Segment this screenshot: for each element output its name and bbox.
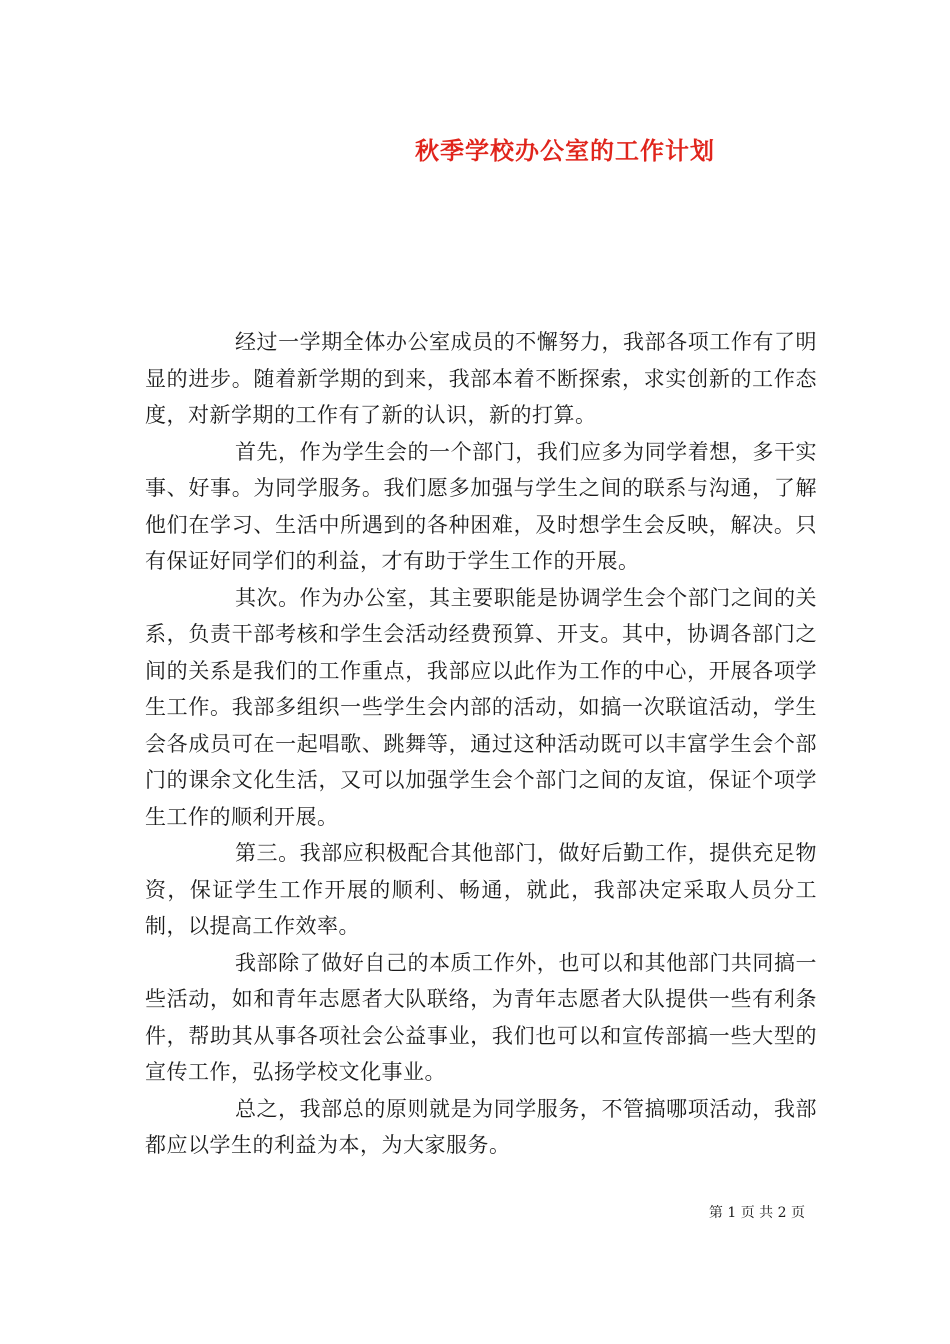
paragraph-intro: 经过一学期全体办公室成员的不懈努力，我部各项工作有了明显的进步。随着新学期的到来，我部本着不断探索，求实创新的工作态度，对新学期的工作有了新的认识，新的打算。 (145, 330, 817, 427)
paragraph-third-point: 第三。我部应积极配合其他部门，做好后勤工作，提供充足物资，保证学生工作开展的顺利、畅通，就此，我部决定采取人员分工制，以提高工作效率。 (145, 841, 817, 938)
paragraph-summary: 总之，我部总的原则就是为同学服务，不管搞哪项活动，我部都应以学生的利益为本，为大家服务。 (145, 1096, 817, 1157)
document-title: 秋季学校办公室的工作计划 (415, 136, 715, 165)
document-body (145, 324, 817, 1164)
paragraph-second-point: 其次。作为办公室，其主要职能是协调学生会个部门之间的关系，负责干部考核和学生会活动经费预算、开支。其中，协调各部门之间的关系是我们的工作重点，我部应以此作为工作的中心，开展各项学生工作。我部多组织一些学生会内部的活动，如搞一次联谊活动，学生会各成员可在一起唱歌、跳舞等，通过这种活动既可以丰富学生会个部门的课余文化生活，又可以加强学生会个部门之间的友谊，保证个项学生工作的顺利开展。 (145, 585, 817, 829)
paragraph-cooperation: 我部除了做好自己的本质工作外，也可以和其他部门共同搞一些活动，如和青年志愿者大队联络，为青年志愿者大队提供一些有利条件，帮助其从事各项社会公益事业，我们也可以和宣传部搞一些大型的宣传工作，弘扬学校文化事业。 (145, 950, 817, 1084)
page-number-footer: 第 1 页 共 2 页 (708, 1205, 805, 1221)
paragraph-first-point: 首先，作为学生会的一个部门，我们应多为同学着想，多干实事、好事。为同学服务。我们愿多加强与学生之间的联系与沟通，了解他们在学习、生活中所遇到的各种困难，及时想学生会反映，解决。只有保证好同学们的利益，才有助于学生工作的开展。 (145, 439, 817, 573)
